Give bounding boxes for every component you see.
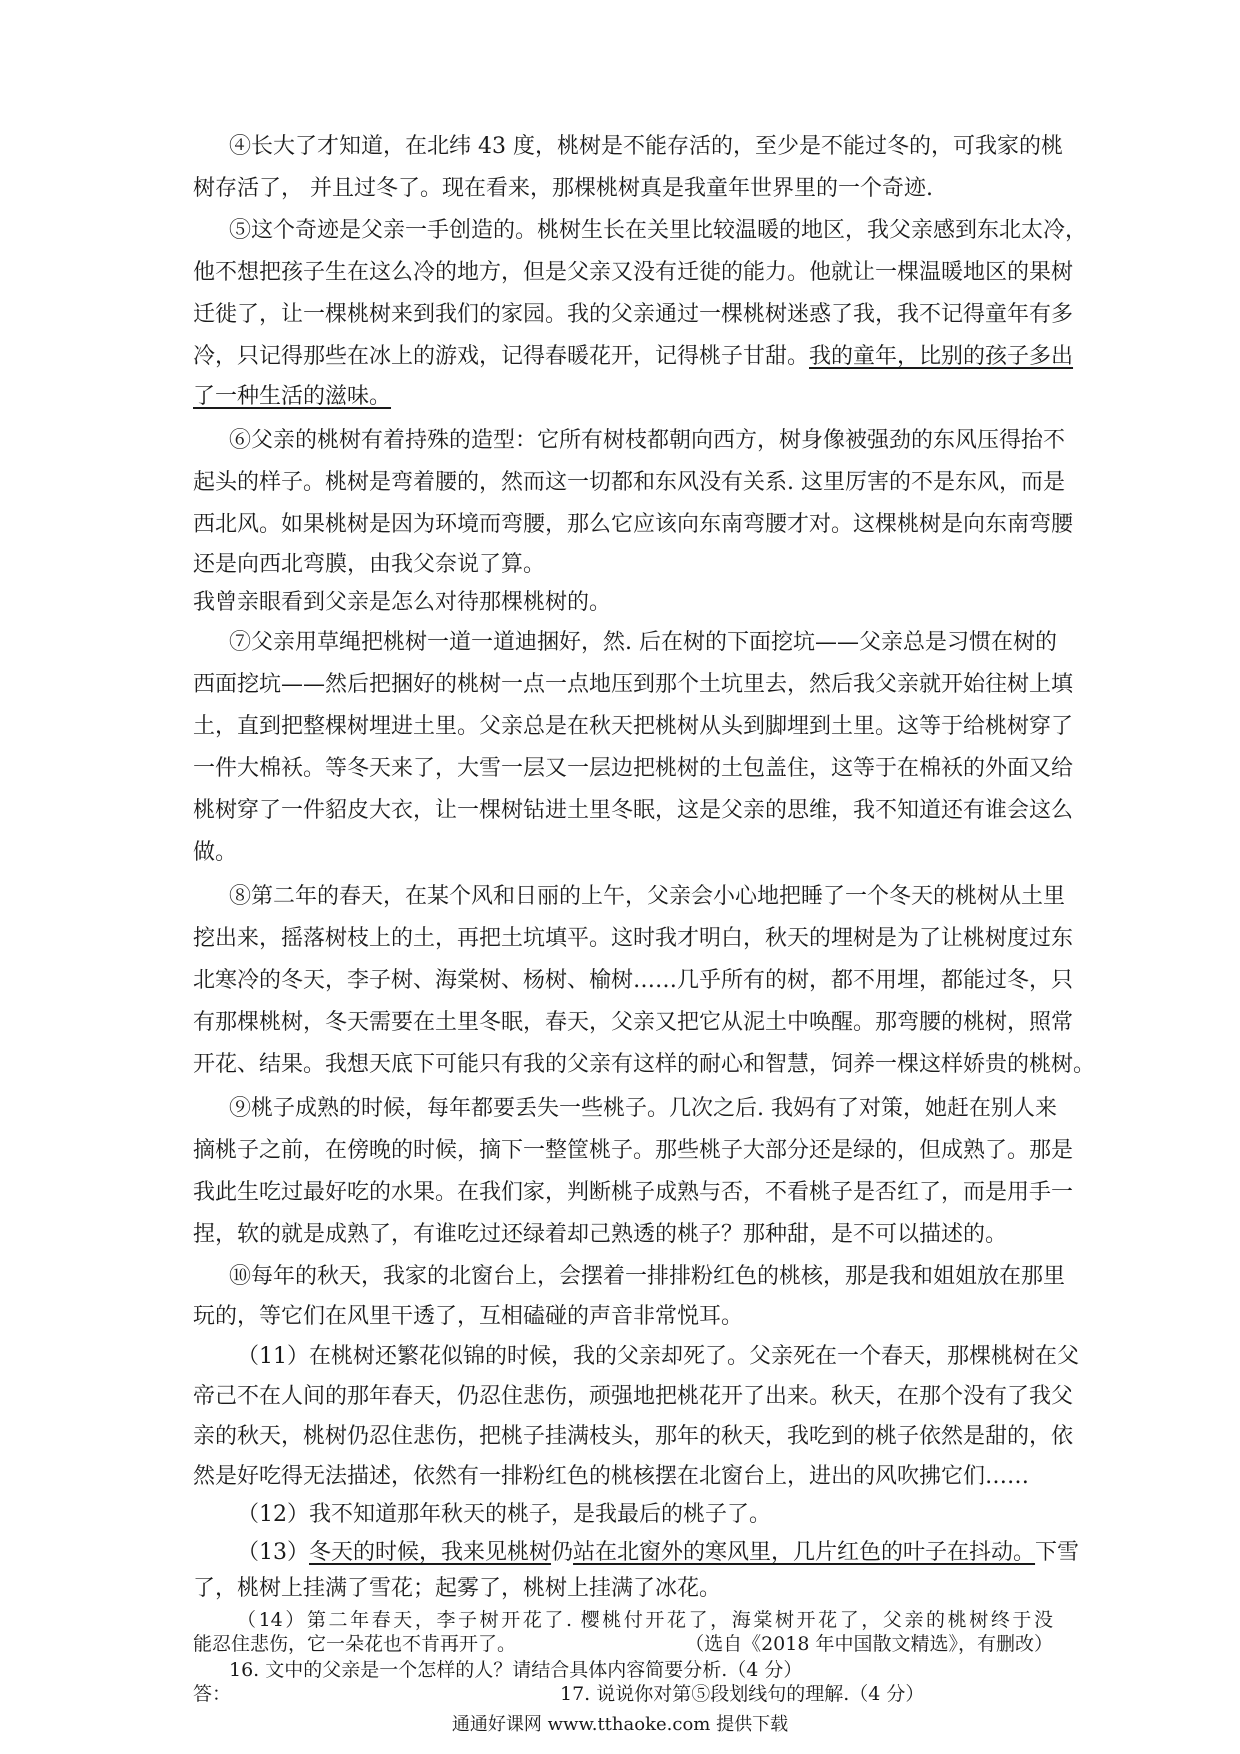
paragraph-4-line-2: 树存活了， 并且过冬了。现在看来，那棵桃树真是我童年世界里的一个奇迹.: [193, 176, 933, 201]
paragraph-7-line-2: 西面挖坑——然后把捆好的桃树一点一点地压到那个土坑里去，然后我父亲就开始往树上填: [193, 672, 1074, 697]
paragraph-8-line-4: 有那棵桃树，冬天需要在土里冬眠，春天，父亲又把它从泥土中唤醒。那弯腰的桃树，照常: [193, 1010, 1074, 1035]
answer-label: 答：: [193, 1683, 232, 1705]
paragraph-6-line-3: 西北风。如果桃树是因为环境而弯腰，那么它应该向东南弯腰才对。这棵桃树是向东南弯腰: [193, 512, 1074, 537]
footer-download-note: 通通好课网 www.tthaoke.com 提供下载: [451, 1714, 789, 1735]
underlined-sentence-part-1: 我的童年，比别的孩子多出: [809, 344, 1074, 369]
paragraph-9-line-2: 摘桃子之前，在傍晚的时候，摘下一整筐桃子。那些桃子大部分还是绿的，但成熟了。那是: [193, 1138, 1074, 1163]
source-citation: （选自《2018 年中国散文精选》，有删改）: [685, 1633, 1053, 1655]
paragraph-4-line-1: ④长大了才知道，在北纬 43 度，桃树是不能存活的，至少是不能过冬的，可我家的桃: [229, 134, 1063, 159]
paragraph-11-line-4: 然是好吃得无法描述，依然有一排粉红色的桃核摆在北窗台上，进出的风吹拂它们……: [193, 1464, 1030, 1489]
question-16: 16. 文中的父亲是一个怎样的人？请结合具体内容简要分析.（4 分）: [229, 1659, 803, 1681]
paragraph-6-line-4: 还是向西北弯膜，由我父奈说了算。: [193, 552, 546, 577]
paragraph-13-line-2: 了，桃树上挂满了雪花；起雾了，桃树上挂满了冰花。: [193, 1576, 722, 1601]
paragraph-8-line-3: 北寒冷的冬天，李子树、海棠树、杨树、榆树……几乎所有的树，都不用埋，都能过冬，只: [193, 968, 1074, 993]
paragraph-13-number: （13）: [237, 1540, 309, 1565]
paragraph-13-tail: 下雪: [1035, 1540, 1080, 1565]
paragraph-13-line-1: [237, 1536, 1080, 1570]
paragraph-9-line-4: 捏，软的就是成熟了，有谁吃过还绿着却己熟透的桃子？那种甜，是不可以描述的。: [193, 1222, 1008, 1247]
paragraph-13-underline-1: 冬天的时候，我来见桃树: [309, 1540, 552, 1565]
paragraph-14-line-2: 能忍住悲伤，它一朵花也不肯再开了。: [193, 1633, 517, 1655]
paragraph-11-line-3: 亲的秋天，桃树仍忍住悲伤，把桃子挂满枝头，那年的秋天，我吃到的桃子依然是甜的，依: [193, 1424, 1074, 1449]
paragraph-7-line-1: ⑦父亲用草绳把桃树一道一道迪捆好，然. 后在树的下面挖坑——父亲总是习惯在树的: [229, 630, 1057, 655]
paragraph-7-line-6: 做。: [193, 840, 238, 865]
paragraph-10-line-1: ⑩每年的秋天，我家的北窗台上，会摆着一排排粉红色的桃核，那是我和姐姐放在那里: [229, 1264, 1066, 1289]
paragraph-8-line-2: 挖出来，摇落树枝上的土，再把土坑填平。这时我才明白，秋天的埋树是为了让桃树度过东: [193, 926, 1074, 951]
paragraph-8-line-1: ⑧第二年的春天，在某个风和日丽的上午，父亲会小心地把睡了一个冬天的桃树从土里: [229, 884, 1066, 909]
paragraph-5-line-2: 他不想把孩子生在这么冷的地方，但是父亲又没有迁徙的能力。他就让一棵温暖地区的果树: [193, 260, 1074, 285]
paragraph-5-line-3: 迁徙了，让一棵桃树来到我们的家园。我的父亲通过一棵桃树迷惑了我，我不记得童年有多: [193, 302, 1074, 327]
underlined-sentence-part-2: 了一种生活的滋味。: [193, 384, 392, 409]
paragraph-5-line-1: ⑤这个奇迹是父亲一手创造的。桃树生长在关里比较温暖的地区，我父亲感到东北太冷，: [229, 218, 1088, 243]
paragraph-11-line-1: （11）在桃树还繁花似锦的时候，我的父亲却死了。父亲死在一个春天，那棵桃树在父: [237, 1344, 1079, 1369]
paragraph-7-line-3: 土，直到把整棵树埋进土里。父亲总是在秋天把桃树从头到脚埋到土里。这等于给桃树穿了: [193, 714, 1074, 739]
paragraph-5-line-4: [193, 340, 1074, 374]
paragraph-8-line-5: 开花、结果。我想天底下可能只有我的父亲有这样的耐心和智慧，饲养一棵这样娇贵的桃树。: [193, 1052, 1096, 1077]
paragraph-7-line-5: 桃树穿了一件貂皮大衣，让一棵树钻进土里冬眠，这是父亲的思维，我不知道还有谁会这么: [193, 798, 1074, 823]
paragraph-13-underline-2: 站在北窗外的寒风里，几片红色的叶子在抖动。: [573, 1540, 1036, 1565]
paragraph-9-line-1: ⑨桃子成熟的时候，每年都要丢失一些桃子。几次之后. 我妈有了对策，她赶在别人来: [229, 1096, 1057, 1121]
paragraph-11-line-2: 帝己不在人间的那年春天，仍忍住悲伤，顽强地把桃花开了出来。秋天，在那个没有了我父: [193, 1384, 1074, 1409]
paragraph-6-line-1: ⑥父亲的桃树有着持殊的造型：它所有树枝都朝向西方，树身像被强劲的东风压得抬不: [229, 428, 1066, 453]
paragraph-14-line-1: （14）第二年春天，李子树开花了. 樱桃付开花了，海棠树开花了，父亲的桃树终于没: [237, 1609, 1053, 1631]
paragraph-7-line-4: 一件大棉袄。等冬天来了，大雪一层又一层边把桃树的土包盖住，这等于在棉袄的外面又给: [193, 756, 1074, 781]
paragraph-10-line-2: 玩的，等它们在风里干透了，互相磕碰的声音非常悦耳。: [193, 1304, 744, 1329]
paragraph-6-line-5: 我曾亲眼看到父亲是怎么对待那棵桃树的。: [193, 590, 612, 615]
paragraph-5-line-5: [193, 380, 1053, 414]
question-17: 17. 说说你对第⑤段划线句的理解.（4 分）: [560, 1683, 925, 1705]
paragraph-6-line-2: 起头的样子。桃树是弯着腰的，然而这一切都和东风没有关系. 这里厉害的不是东风，而是: [193, 470, 1065, 495]
paragraph-5-text: 冷，只记得那些在冰上的游戏，记得春暖花开，记得桃子甘甜。: [193, 344, 810, 369]
paragraph-12: （12）我不知道那年秋天的桃子，是我最后的桃子了。: [237, 1502, 771, 1527]
paragraph-13-text: 仍: [551, 1540, 574, 1565]
paragraph-9-line-3: 我此生吃过最好吃的水果。在我们家，判断桃子成熟与否，不看桃子是否红了，而是用手一: [193, 1180, 1074, 1205]
